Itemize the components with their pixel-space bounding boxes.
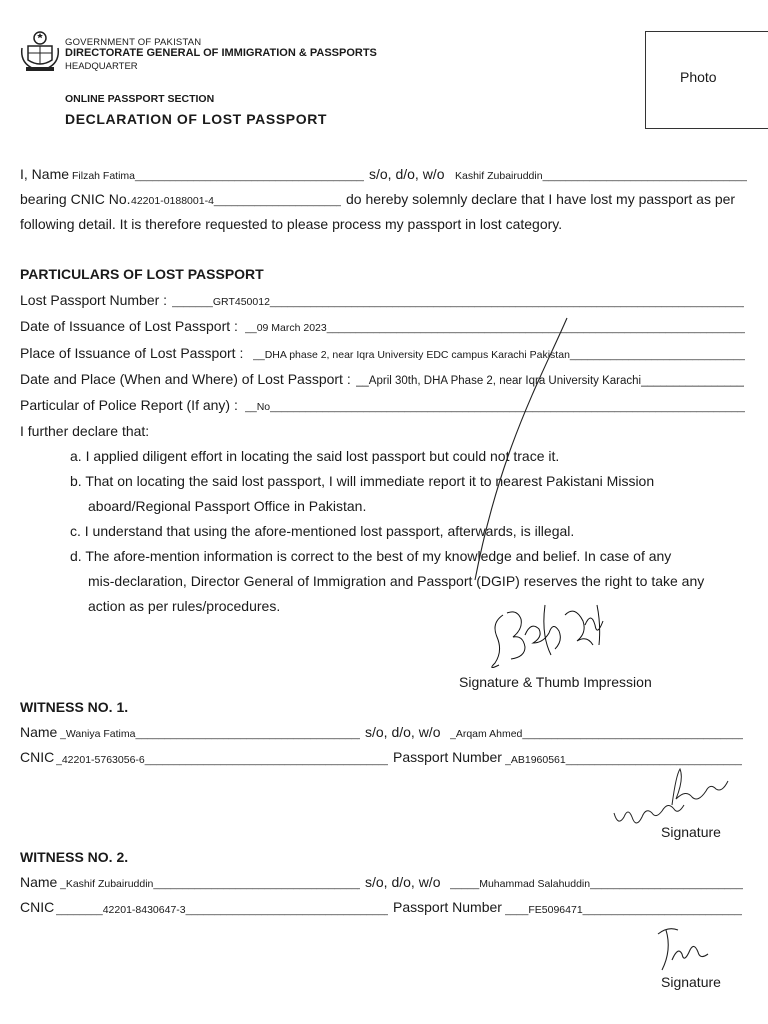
government-label: GOVERNMENT OF PAKISTAN [65, 37, 202, 48]
witness2-passport-label: Passport Number [393, 899, 502, 915]
declaration-text-1: do hereby solemnly declare that I have lost my passport as per [346, 191, 736, 207]
page-title: DECLARATION OF LOST PASSPORT [65, 111, 328, 127]
witness2-parent: _____Muhammad Salahuddin _____ [450, 874, 743, 894]
issue-place-label: Place of Issuance of Lost Passport : [20, 345, 244, 361]
cnic-label: bearing CNIC No. [20, 191, 131, 207]
particulars-heading: PARTICULARS OF LOST PASSPORT [20, 266, 264, 282]
witness2-signature-label: Signature [661, 974, 721, 990]
declarant-name: Filzah Fatima _____ [72, 166, 364, 186]
issue-place-value: __DHA phase 2, near Iqra University EDC campus Karachi Pakistan _____ [253, 345, 745, 365]
section-label: ONLINE PASSPORT SECTION [65, 93, 215, 105]
declaration-text-2: following detail. It is therefore requested to please process my passport in lost category. [20, 216, 563, 232]
clause-d-line-3: action as per rules/procedures. [88, 598, 281, 614]
clause-c: c. I understand that using the afore-mentioned lost passport, afterwards, is illegal. [70, 523, 575, 539]
passport-number-value: _______GRT450012 _____ [172, 292, 744, 312]
declarant-signature-label: Signature & Thumb Impression [459, 674, 652, 690]
witness2-name-label: Name [20, 874, 58, 890]
issue-date-label: Date of Issuance of Lost Passport : [20, 318, 238, 334]
further-intro: I further declare that: [20, 423, 150, 439]
witness1-parent: _Arqam Ahmed _____ [450, 724, 743, 744]
police-report-value: __No _____ [245, 397, 745, 417]
witness1-cnic-label: CNIC [20, 749, 55, 765]
photo-label: Photo [680, 69, 717, 85]
witness1-heading: WITNESS NO. 1. [20, 699, 129, 715]
witness1-signature-label: Signature [661, 824, 721, 840]
witness2-relation-label: s/o, d/o, w/o [365, 874, 441, 890]
headquarter-label: HEADQUARTER [65, 61, 138, 72]
name-label: I, Name [20, 166, 70, 182]
witness2-signature [650, 920, 720, 975]
witness2-name: _Kashif Zubairuddin _____ [60, 874, 360, 894]
lost-when-label: Date and Place (When and Where) of Lost Passport : [20, 371, 351, 387]
witness1-passport-label: Passport Number [393, 749, 502, 765]
declarant-parent: Kashif Zubairuddin _____ [455, 166, 747, 186]
police-report-label: Particular of Police Report (If any) : [20, 397, 238, 413]
relation-label: s/o, d/o, w/o [369, 166, 445, 182]
directorate-label: DIRECTORATE GENERAL OF IMMIGRATION & PASSPORTS [65, 47, 377, 59]
passport-number-label: Lost Passport Number : [20, 292, 168, 308]
clause-a: a. I applied diligent effort in locating the said lost passport but could not trace it. [70, 448, 560, 464]
clause-b-line-1: b. That on locating the said lost passport, I will immediate report it to nearest Pakistani Mission [70, 473, 655, 489]
witness2-cnic-label: CNIC [20, 899, 55, 915]
clause-b-line-2: aboard/Regional Passport Office in Pakistan. [88, 498, 367, 514]
pakistan-emblem-icon [20, 30, 60, 72]
witness2-cnic: ________42201-8430647-3 _____ [56, 900, 388, 920]
witness1-name-label: Name [20, 724, 58, 740]
declarant-signature [485, 595, 615, 675]
declarant-cnic: 42201-0188001-4 _____ [131, 191, 341, 211]
witness1-name: _Waniya Fatima _____ [60, 724, 360, 744]
witness1-relation-label: s/o, d/o, w/o [365, 724, 441, 740]
issue-date-value: __09 March 2023 _____ [245, 318, 745, 338]
witness2-heading: WITNESS NO. 2. [20, 849, 129, 865]
witness1-passport: _AB1960561 _____ [505, 750, 742, 770]
witness1-cnic: _42201-5763056-6 _____ [56, 750, 388, 770]
witness2-passport: ____FE5096471 _____ [505, 900, 742, 920]
clause-d-line-1: d. The afore-mention information is correct to the best of my knowledge and belief. In case of any [70, 548, 672, 564]
lost-when-value: __April 30th, DHA Phase 2, near Iqra University Karachi _____ [356, 371, 744, 391]
clause-d-line-2: mis-declaration, Director General of Immigration and Passport (DGIP) reserves the right to take any [88, 573, 705, 589]
